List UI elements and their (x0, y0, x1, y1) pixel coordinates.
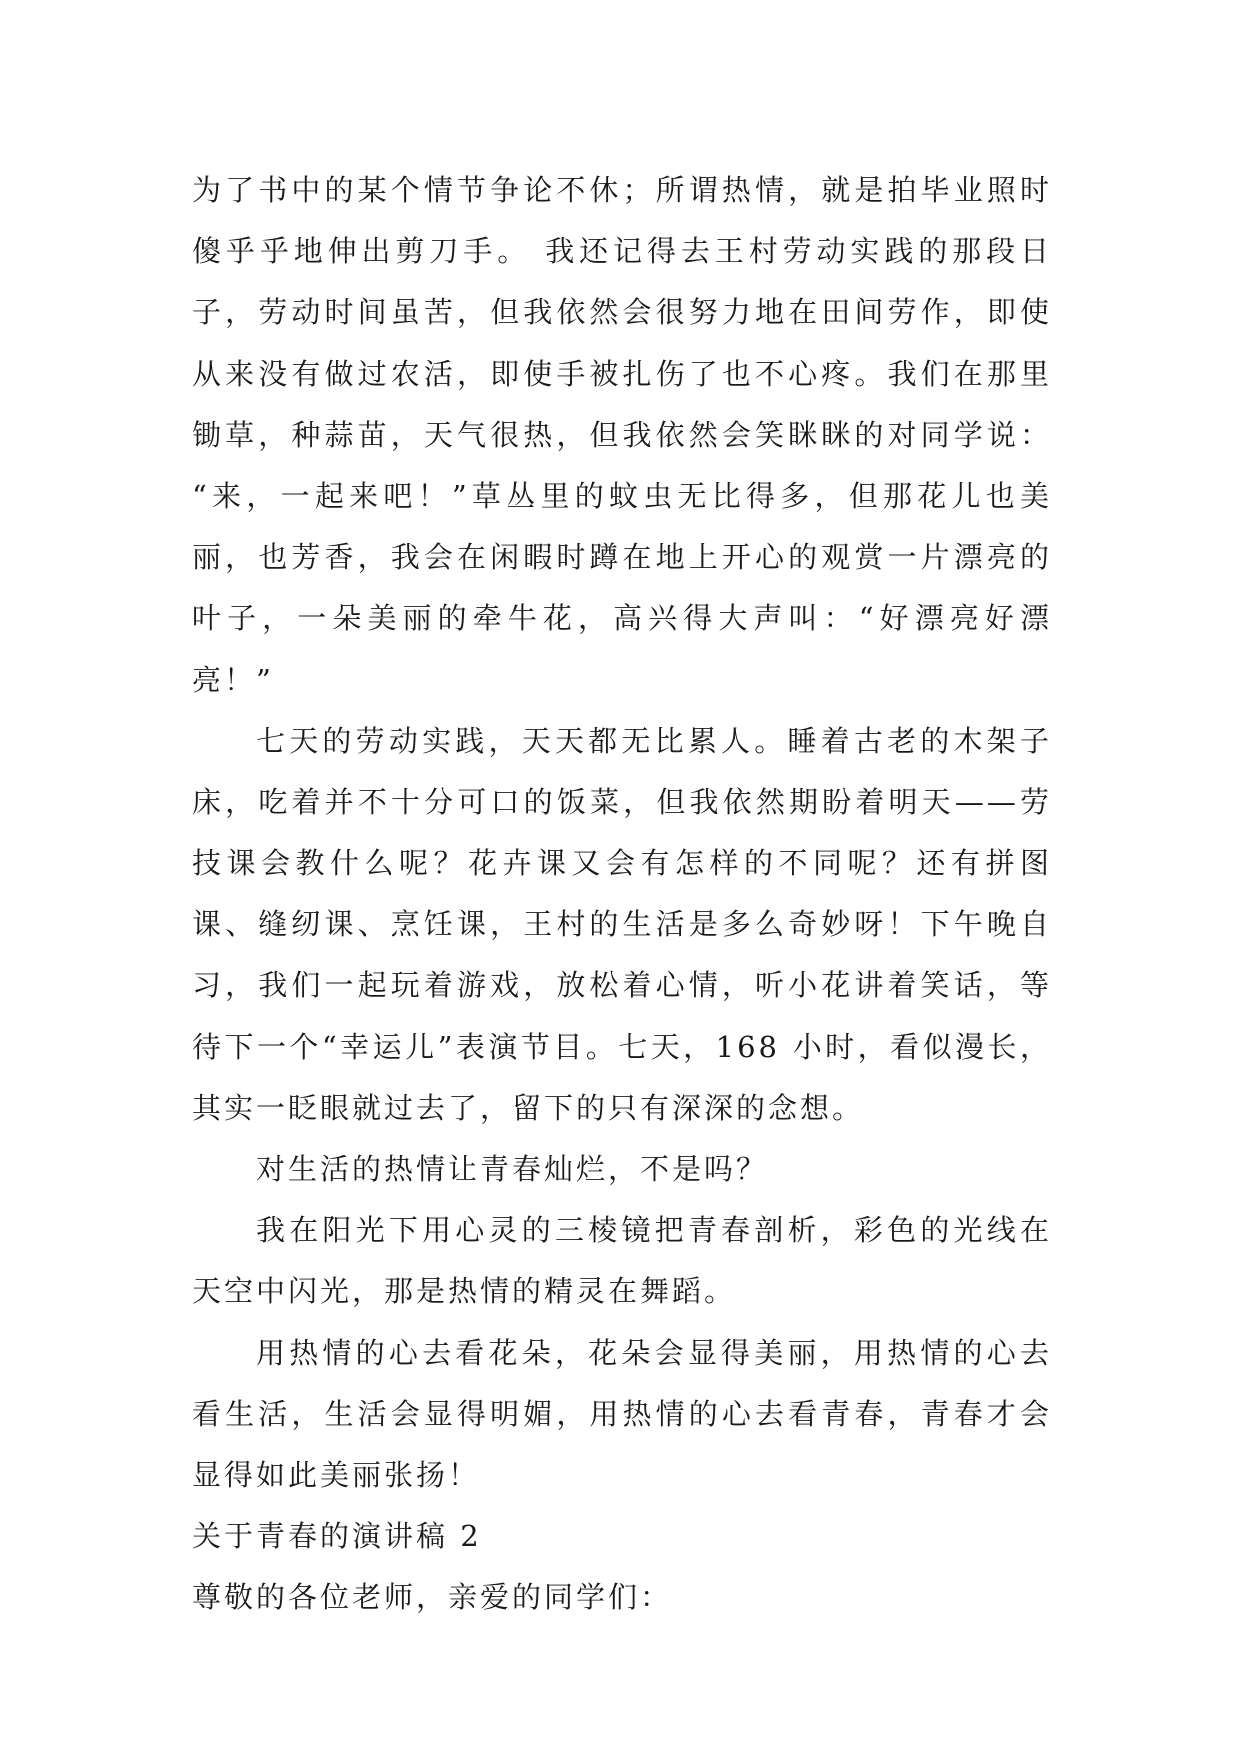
text-line: 从来没有做过农活，即使手被扎伤了也不心疼。我们在那里 (192, 356, 1052, 391)
salutation-line: 尊敬的各位老师，亲爱的同学们： (192, 1580, 673, 1615)
paragraph-first-line: 对生活的热情让青春灿烂，不是吗？ (256, 1152, 769, 1186)
text-line: 叶子，一朵美丽的牵牛花，高兴得大声叫：“好漂亮好漂 (192, 601, 1052, 636)
text-line: “来，一起来吧！”草丛里的蚊虫无比得多，但那花儿也美 (192, 478, 1052, 513)
text-line: 其实一眨眼就过去了，留下的只有深深的念想。 (192, 1090, 865, 1125)
text-line: 傻乎乎地伸出剪刀手。 我还记得去王村劳动实践的那段日 (192, 234, 1052, 269)
text-line: 课、缝纫课、烹饪课，王村的生活是多么奇妙呀！下午晚自 (192, 907, 1052, 942)
paragraph-first-line: 我在阳光下用心灵的三棱镜把青春剖析，彩色的光线在 (256, 1213, 1052, 1248)
text-line: 待下一个“幸运儿”表演节目。七天，168 小时，看似漫长， (192, 1029, 1052, 1064)
paragraph-first-line: 七天的劳动实践，天天都无比累人。睡着古老的木架子 (256, 723, 1052, 758)
paragraph-first-line: 用热情的心去看花朵，花朵会显得美丽，用热情的心去 (256, 1335, 1052, 1370)
text-line: 习，我们一起玩着游戏，放松着心情，听小花讲着笑话，等 (192, 968, 1052, 1003)
text-line: 锄草，种蒜苗，天气很热，但我依然会笑眯眯的对同学说： (192, 417, 1052, 452)
text-line: 子，劳动时间虽苦，但我依然会很努力地在田间劳作，即使 (192, 295, 1052, 330)
text-line: 技课会教什么呢？花卉课又会有怎样的不同呢？还有拼图 (192, 846, 1052, 881)
text-line: 天空中闪光，那是热情的精灵在舞蹈。 (192, 1274, 737, 1309)
text-line: 床，吃着并不十分可口的饭菜，但我依然期盼着明天——劳 (192, 784, 1052, 819)
body-text (192, 160, 1052, 1629)
text-line: 看生活，生活会显得明媚，用热情的心去看青春，青春才会 (192, 1396, 1052, 1431)
section-heading: 关于青春的演讲稿 2 (192, 1519, 482, 1554)
text-line: 丽，也芳香，我会在闲暇时蹲在地上开心的观赏一片漂亮的 (192, 540, 1052, 575)
text-line: 亮！” (192, 662, 274, 697)
text-line: 为了书中的某个情节争论不休；所谓热情，就是拍毕业照时 (192, 173, 1052, 207)
text-line: 显得如此美丽张扬！ (192, 1457, 481, 1492)
